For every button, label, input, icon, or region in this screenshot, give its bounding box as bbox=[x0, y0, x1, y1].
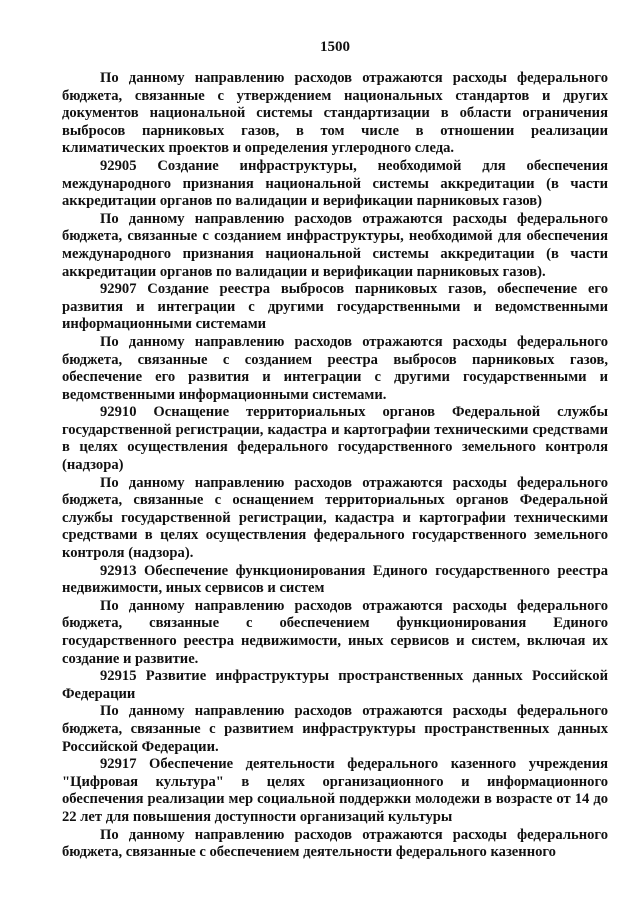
heading-92910: 92910 Оснащение территориальных органов Федеральной службы государственной регистрации, кадастра и картографии техническими средствами в целях осуществления федерального государственного земельного контроля (надзора) bbox=[62, 404, 608, 474]
heading-92913: 92913 Обеспечение функционирования Единого государственного реестра недвижимости, иных сервисов и систем bbox=[62, 562, 608, 597]
paragraph-92915-description: По данному направлению расходов отражаются расходы федерального бюджета, связанные с развитием инфраструктуры пространственных данных Российской Федерации. bbox=[62, 703, 608, 755]
paragraph-92913-description: По данному направлению расходов отражаются расходы федерального бюджета, связанные с обеспечением функционирования Единого государственного реестра недвижимости, иных сервисов и систем, включая их создание и развитие. bbox=[62, 597, 608, 667]
page-number: 1500 bbox=[320, 39, 350, 55]
heading-92917: 92917 Обеспечение деятельности федерального казенного учреждения "Цифровая культура" в целях организационного и информационного обеспечения реализации мер социальной поддержки молодежи в возрасте от 14 до 22 лет для повышения доступности организаций культуры bbox=[62, 756, 608, 825]
paragraph-92907-description: По данному направлению расходов отражаются расходы федерального бюджета, связанные с созданием реестра выбросов парниковых газов, обеспечение его развития и интеграции с другими государственными и ведомственными информационными системами. bbox=[62, 333, 608, 403]
document-body bbox=[62, 70, 608, 862]
heading-92905: 92905 Создание инфраструктуры, необходимой для обеспечения международного признания национальной системы аккредитации (в части аккредитации органов по валидации и верификации парниковых газов) bbox=[62, 157, 608, 210]
paragraph-92905-description: По данному направлению расходов отражаются расходы федерального бюджета, связанные с созданием инфраструктуры, необходимой для обеспечения международного признания национальной системы аккредитации (в части аккредитации органов по валидации и верификации парниковых газов). bbox=[62, 210, 608, 280]
paragraph-92917-description: По данному направлению расходов отражаются расходы федерального бюджета, связанные с обеспечением деятельности федерального казенного bbox=[62, 826, 608, 861]
paragraph-92910-description: По данному направлению расходов отражаются расходы федерального бюджета, связанные с оснащением территориальных органов Федеральной службы государственной регистрации, кадастра и картографии техническими средствами в целях осуществления федерального государственного земельного контроля (надзора). bbox=[62, 474, 608, 562]
document-page bbox=[62, 0, 608, 905]
heading-92915: 92915 Развитие инфраструктуры пространственных данных Российской Федерации bbox=[62, 668, 608, 702]
paragraph-greenhouse-standards-description: По данному направлению расходов отражаются расходы федерального бюджета, связанные с утверждением национальных стандартов и других документов национальной системы стандартизации в области ограничения выбросов парниковых газов, в том числе в отношении реализации климатических проектов и определения углеродного следа. bbox=[62, 70, 608, 157]
heading-92907: 92907 Создание реестра выбросов парниковых газов, обеспечение его развития и интеграции с другими государственными и ведомственными информационными системами bbox=[62, 281, 608, 333]
